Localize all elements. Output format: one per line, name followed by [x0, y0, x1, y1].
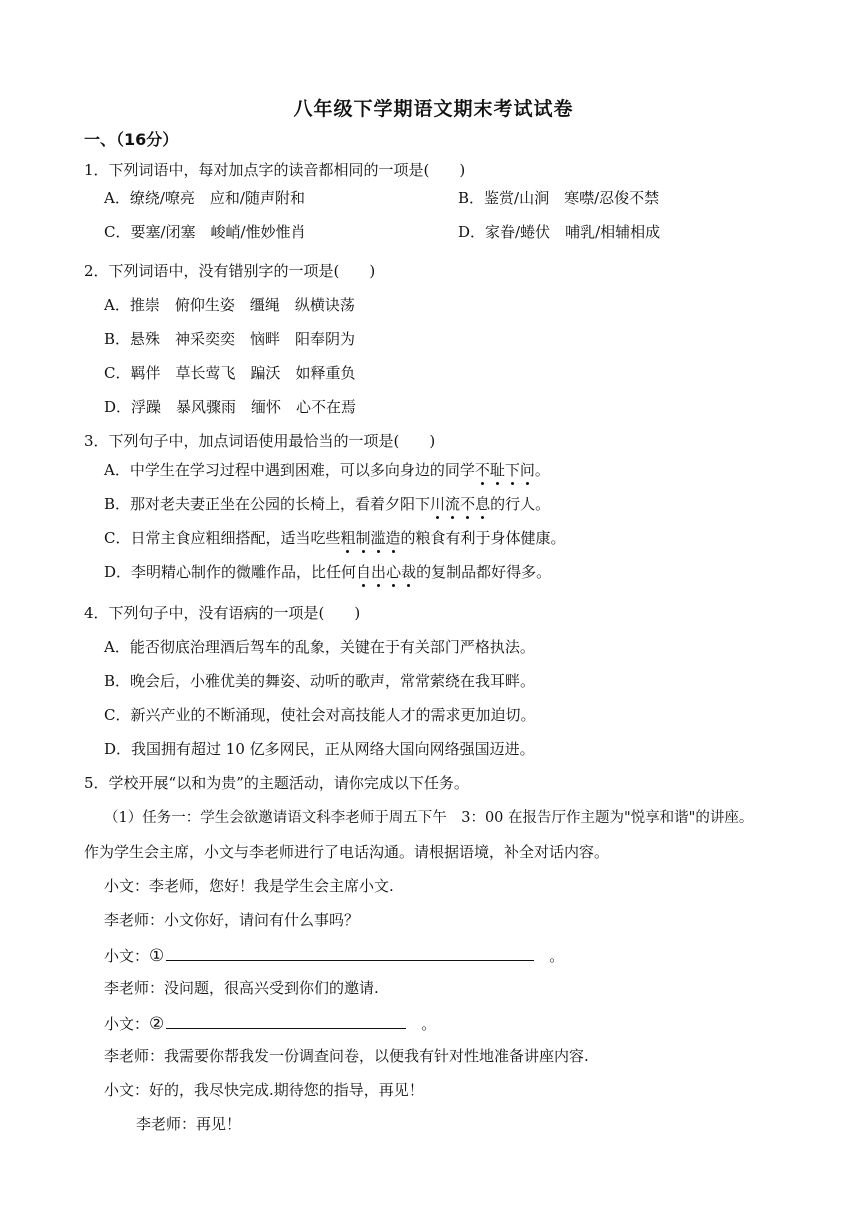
q5-task1-line2: 作为学生会主席，小文与李老师进行了电话沟通。请根据语境，补全对话内容。: [84, 843, 610, 861]
q1-stem: 1．下列词语中，每对加点字的读音都相同的一项是( ): [84, 161, 466, 179]
q3-stem: 3．下列句子中，加点词语使用最恰当的一项是( ): [84, 432, 436, 450]
dialogue-line-2: 李老师：小文你好，请问有什么事吗？: [104, 911, 360, 929]
q1-option-d-text: 家眷/蜷伏 哺乳/相辅相成: [485, 223, 661, 241]
dialogue-line-8: 李老师：再见！: [136, 1115, 242, 1133]
q3-option-d-dotted: 自出心裁: [356, 563, 417, 581]
q4-option-d: D．我国拥有超过 10 亿多网民，正从网络大国向网络强国迈进。: [104, 740, 535, 758]
dialogue-line-5: 小文：② 。: [104, 1014, 437, 1034]
dialogue-line-1: 小文：李老师，您好！我是学生会主席小文.: [104, 877, 394, 895]
dialogue-line-4: 李老师：没问题，很高兴受到你们的邀请.: [104, 979, 379, 997]
exam-title: 八年级下学期语文期末考试试卷: [293, 98, 574, 120]
q3-option-a: A．中学生在学习过程中遇到困难，可以多向身边的同学不耻下问。: [104, 461, 550, 479]
q3-option-b: B．那对老夫妻正坐在公园的长椅上，看着夕阳下川流不息的行人。: [104, 495, 551, 513]
q2-stem: 2．下列词语中，没有错别字的一项是( ): [84, 262, 376, 280]
q3-option-a-dotted: 不耻下问: [474, 461, 535, 479]
q1-option-d: D．家眷/蜷伏 哺乳/相辅相成: [458, 223, 661, 241]
q5-task1-line1: （1）任务一：学生会欲邀请语文科李老师于周五下午 3：00 在报告厅作主题为"悦享和谐"的讲座。: [104, 810, 754, 826]
section-heading: 一、（16分）: [84, 130, 179, 149]
q1-option-c-text: 要塞/闭塞 峻峭/惟妙惟肖: [130, 223, 306, 241]
q2-option-c: C．羁伴 草长莺飞 蹁沃 如释重负: [104, 364, 356, 382]
blank-marker-1: ①: [149, 946, 165, 966]
answer-blank-2[interactable]: [166, 1012, 406, 1029]
dialogue-line-3: 小文：① 。: [104, 946, 565, 966]
q4-option-c: C．新兴产业的不断涌现，使社会对高技能人才的需求更加迫切。: [104, 706, 536, 724]
q1-option-b-text: 鉴赏/山涧 寒噤/忍俊不禁: [484, 189, 660, 207]
dialogue-line-6: 李老师：我需要你帮我发一份调查问卷，以便我有针对性地准备讲座内容.: [104, 1047, 589, 1065]
blank-marker-2: ②: [149, 1014, 165, 1034]
q3-option-c: C．日常主食应粗细搭配，适当吃些粗制滥造的粮食有利于身体健康。: [104, 529, 566, 547]
q3-option-c-dotted: 粗制滥造: [340, 529, 401, 547]
q4-option-a: A．能否彻底治理酒后驾车的乱象，关键在于有关部门严格执法。: [104, 638, 535, 656]
q1-option-c: C．要塞/闭塞 峻峭/惟妙惟肖: [104, 223, 306, 241]
q1-option-b: B．鉴赏/山涧 寒噤/忍俊不禁: [458, 189, 660, 207]
dialogue-line-7: 小文：好的，我尽快完成.期待您的指导，再见！: [104, 1081, 424, 1099]
q5-stem: 5．学校开展“以和为贵”的主题活动，请你完成以下任务。: [84, 774, 469, 792]
q4-option-b: B．晚会后，小雅优美的舞姿、动听的歌声，常常萦绕在我耳畔。: [104, 672, 536, 690]
q2-option-d: D．浮躁 暴风骤雨 缅怀 心不在焉: [104, 398, 357, 416]
q2-option-a: A．推崇 俯仰生姿 缰绳 纵横诀荡: [104, 296, 355, 314]
q4-stem: 4．下列句子中，没有语病的一项是( ): [84, 604, 361, 622]
q3-option-d: D．李明精心制作的微雕作品，比任何自出心裁的复制品都好得多。: [104, 563, 552, 581]
answer-blank-1[interactable]: [166, 944, 534, 961]
q3-option-b-dotted: 川流不息: [430, 495, 491, 513]
q2-option-b: B．悬殊 神采奕奕 恼畔 阳奉阴为: [104, 330, 356, 348]
q1-option-a: A．缭绕/嘹亮 应和/随声附和: [104, 189, 305, 207]
q1-option-a-text: 缭绕/嘹亮 应和/随声附和: [129, 189, 305, 207]
